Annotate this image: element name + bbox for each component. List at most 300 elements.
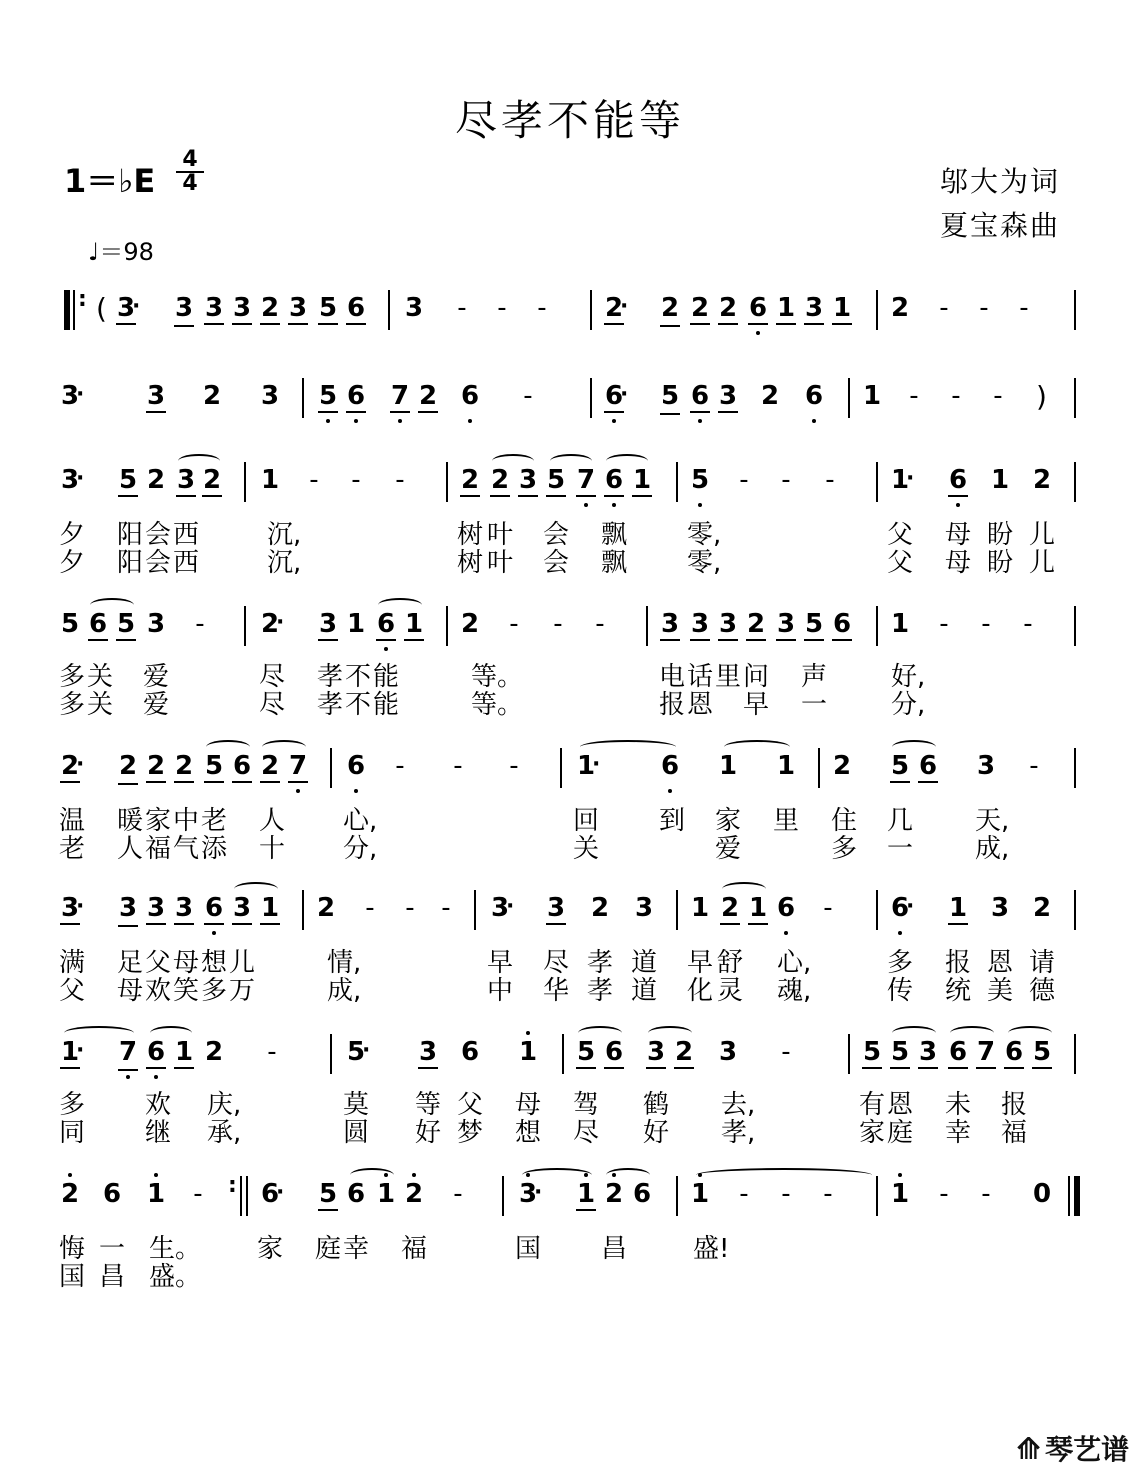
dash: - bbox=[979, 293, 989, 323]
lyric: 家 bbox=[144, 806, 171, 836]
slur bbox=[234, 882, 278, 896]
lyric: 统 bbox=[944, 976, 971, 1006]
lyric: 父 bbox=[886, 548, 913, 578]
note: 6 · bbox=[604, 382, 624, 413]
lyric: 儿 bbox=[228, 948, 255, 978]
lyric: 沉, bbox=[267, 520, 302, 550]
note: 1 bbox=[690, 893, 710, 923]
note: 1 bbox=[690, 1179, 710, 1209]
dash: - bbox=[365, 893, 375, 923]
note: 5 bbox=[546, 465, 566, 495]
note: 6 bbox=[460, 1037, 480, 1067]
note: 2 bbox=[718, 293, 738, 323]
lyric: 报 bbox=[658, 690, 685, 720]
lyric: 足 bbox=[116, 948, 143, 978]
lyric: 能 bbox=[372, 662, 399, 692]
note: 3 bbox=[146, 893, 166, 923]
note: 5 bbox=[690, 465, 710, 495]
lyric: 满 bbox=[58, 948, 85, 978]
note: 3 · bbox=[490, 894, 510, 922]
lyric: 多 bbox=[200, 976, 227, 1006]
note: 3 bbox=[690, 609, 710, 639]
lyric: 昌 bbox=[98, 1262, 125, 1292]
lyric: 爱 bbox=[142, 662, 169, 692]
note: 3 · bbox=[60, 382, 80, 410]
lyric: 关 bbox=[86, 690, 113, 720]
note: 1 bbox=[260, 893, 280, 923]
barline bbox=[474, 890, 476, 930]
lyric: 孝, bbox=[721, 1118, 756, 1148]
barline bbox=[1074, 606, 1076, 646]
lyric: 想 bbox=[200, 948, 227, 978]
note: 5 · bbox=[346, 1038, 366, 1066]
note: 6 bbox=[102, 1179, 122, 1209]
lyric: 一 bbox=[800, 690, 827, 720]
barline bbox=[302, 890, 304, 930]
lyric: 不 bbox=[344, 662, 371, 692]
note: 0 bbox=[1032, 1179, 1052, 1209]
lyric: 老 bbox=[200, 806, 227, 836]
lyric: 圆 bbox=[342, 1118, 369, 1148]
lyric: 鹤 bbox=[642, 1090, 669, 1120]
lyric: 庆, bbox=[207, 1090, 242, 1120]
lyric: 梦 bbox=[456, 1118, 483, 1148]
note: 1 bbox=[862, 381, 882, 411]
dash: - bbox=[823, 893, 833, 923]
note: 3 bbox=[260, 381, 280, 411]
lyric: 未 bbox=[944, 1090, 971, 1120]
lyric: 盼 bbox=[986, 548, 1013, 578]
note: 5 bbox=[804, 609, 824, 639]
lyric: 老 bbox=[58, 834, 85, 864]
lyric: 母 bbox=[944, 548, 971, 578]
lyric: 孝 bbox=[586, 976, 613, 1006]
lyric: 心, bbox=[343, 806, 378, 836]
lyric: 同 bbox=[58, 1118, 85, 1148]
note: 5 bbox=[318, 381, 338, 411]
song-title: 尽孝不能等 bbox=[454, 96, 685, 145]
note: 7 bbox=[118, 1037, 138, 1067]
lyric: 去, bbox=[721, 1090, 756, 1120]
dash: - bbox=[457, 293, 467, 323]
lyric: 道 bbox=[630, 948, 657, 978]
barline bbox=[1074, 462, 1076, 502]
slur bbox=[580, 740, 676, 754]
barline bbox=[590, 290, 592, 330]
lyric: 声 bbox=[800, 662, 827, 692]
lyric: 树 bbox=[456, 520, 483, 550]
dash: - bbox=[453, 751, 463, 781]
lyric: 会 bbox=[144, 520, 171, 550]
note: 3 · bbox=[60, 466, 80, 494]
barline bbox=[1074, 748, 1076, 788]
note: 3 bbox=[146, 381, 166, 411]
note: 7 bbox=[976, 1037, 996, 1067]
note: 2 bbox=[746, 609, 766, 639]
dash: - bbox=[781, 465, 791, 495]
lyric: 悔 bbox=[58, 1234, 85, 1264]
lyric: 莫 bbox=[342, 1090, 369, 1120]
barline bbox=[876, 606, 878, 646]
note: 1 · bbox=[890, 466, 910, 494]
repeat-start-barline bbox=[64, 290, 70, 330]
system-2 bbox=[0, 368, 1140, 428]
lyric: 会 bbox=[542, 548, 569, 578]
note: 2 bbox=[660, 293, 680, 323]
note: 7 bbox=[288, 751, 308, 781]
note: 2 bbox=[604, 1179, 624, 1209]
dash: - bbox=[405, 893, 415, 923]
slur bbox=[648, 1026, 692, 1040]
barline bbox=[876, 290, 878, 330]
note: 3 · bbox=[518, 1180, 538, 1208]
note: 3 bbox=[718, 381, 738, 411]
lyric: 传 bbox=[886, 976, 913, 1006]
note: 2 bbox=[146, 751, 166, 781]
note: 6 bbox=[660, 751, 680, 781]
note: 2 bbox=[174, 751, 194, 781]
note: 1 bbox=[890, 609, 910, 639]
lyric: 尽 bbox=[542, 948, 569, 978]
dash: - bbox=[739, 1179, 749, 1209]
lyric: 儿 bbox=[1028, 520, 1055, 550]
lyric: 福 bbox=[400, 1234, 427, 1264]
lyric: 驾 bbox=[572, 1090, 599, 1120]
note: 2 bbox=[404, 1179, 424, 1209]
lyric: 福 bbox=[144, 834, 171, 864]
lyric: 家 bbox=[256, 1234, 283, 1264]
lyric: 请 bbox=[1028, 948, 1055, 978]
lyrics-verse-2-line-6 bbox=[0, 976, 1140, 1008]
lyric: 中 bbox=[486, 976, 513, 1006]
lyrics-verse-2-line-3 bbox=[0, 548, 1140, 580]
note: 5 bbox=[116, 609, 136, 639]
note: 6 bbox=[232, 751, 252, 781]
dash: - bbox=[497, 293, 507, 323]
barline bbox=[302, 378, 304, 418]
note: 1 bbox=[718, 751, 738, 781]
note: 3 bbox=[718, 609, 738, 639]
note: 2 bbox=[260, 293, 280, 323]
lyric: 会 bbox=[144, 548, 171, 578]
lyric: 关 bbox=[86, 662, 113, 692]
note: 6 · bbox=[260, 1180, 280, 1208]
lyric: 暖 bbox=[116, 806, 143, 836]
note: 5 bbox=[118, 465, 138, 495]
note: 3 bbox=[518, 465, 538, 495]
note: 2 bbox=[460, 465, 480, 495]
lyric: 德 bbox=[1028, 976, 1055, 1006]
lyric: 灵 bbox=[716, 976, 743, 1006]
note: 6 bbox=[948, 1037, 968, 1067]
lyric: 叶 bbox=[486, 520, 513, 550]
dash: - bbox=[351, 465, 361, 495]
lyric: 十 bbox=[258, 834, 285, 864]
note: 3 bbox=[646, 1037, 666, 1067]
dash: - bbox=[739, 465, 749, 495]
lyric: 孝 bbox=[316, 690, 343, 720]
lyricist-credit: 邬大为词 bbox=[939, 165, 1060, 198]
slur bbox=[892, 740, 936, 754]
lyric: 承, bbox=[207, 1118, 242, 1148]
lyric: 尽 bbox=[572, 1118, 599, 1148]
dash: - bbox=[981, 1179, 991, 1209]
note: 6 · bbox=[890, 894, 910, 922]
note: 2 bbox=[1032, 465, 1052, 495]
note: 1 bbox=[990, 465, 1010, 495]
lyric: 有 bbox=[858, 1090, 885, 1120]
lyric: 能 bbox=[372, 690, 399, 720]
barline bbox=[876, 462, 878, 502]
note: 6 bbox=[748, 293, 768, 323]
watermark-logo bbox=[1016, 1428, 1129, 1468]
lyric: 西 bbox=[172, 520, 199, 550]
note: 6 bbox=[632, 1179, 652, 1209]
key-signature: 1＝♭E bbox=[64, 162, 156, 200]
lyric: 母 bbox=[116, 976, 143, 1006]
slur bbox=[722, 882, 766, 896]
slur bbox=[522, 1168, 592, 1182]
lyric: 万 bbox=[228, 976, 255, 1006]
lyric: 盛。 bbox=[149, 1262, 202, 1292]
lyric: 报 bbox=[1000, 1090, 1027, 1120]
note: 5 bbox=[576, 1037, 596, 1067]
note: 1 bbox=[576, 1179, 596, 1209]
note: 5 bbox=[204, 751, 224, 781]
slur bbox=[64, 1026, 134, 1040]
slur bbox=[350, 1168, 394, 1182]
lyric: 好 bbox=[642, 1118, 669, 1148]
lyric: 阳 bbox=[116, 548, 143, 578]
note: 2 bbox=[832, 751, 852, 781]
dash: - bbox=[309, 465, 319, 495]
note: 5 bbox=[660, 381, 680, 411]
lyric: 等。 bbox=[471, 690, 524, 720]
lyric: 飘 bbox=[600, 520, 627, 550]
note: 1 bbox=[260, 465, 280, 495]
note: 1 bbox=[890, 1179, 910, 1209]
lyric: 父 bbox=[456, 1090, 483, 1120]
system-5 bbox=[0, 738, 1140, 798]
note: 3 bbox=[660, 609, 680, 639]
note: 6 bbox=[948, 465, 968, 495]
barline bbox=[562, 1034, 564, 1074]
slur bbox=[178, 454, 220, 468]
time-signature bbox=[176, 147, 204, 196]
repeat-end-dots: : bbox=[228, 1173, 237, 1198]
system-3 bbox=[0, 452, 1140, 512]
note: 5 bbox=[890, 751, 910, 781]
lyric: 盛! bbox=[693, 1234, 730, 1264]
lyric: 早 bbox=[742, 690, 769, 720]
note: 6 bbox=[776, 893, 796, 923]
note: 5 bbox=[862, 1037, 882, 1067]
lyric: 会 bbox=[542, 520, 569, 550]
note: 7 bbox=[390, 381, 410, 411]
note: 2 bbox=[204, 1037, 224, 1067]
logo-mark-icon: ⟰ bbox=[1016, 1432, 1042, 1467]
dash: - bbox=[553, 609, 563, 639]
slur bbox=[578, 1026, 622, 1040]
slur bbox=[696, 1168, 872, 1182]
note: 3 bbox=[204, 293, 224, 323]
lyric: 成, bbox=[975, 834, 1010, 864]
note: 2 bbox=[760, 381, 780, 411]
note: 6 bbox=[604, 1037, 624, 1067]
lyric: 父 bbox=[58, 976, 85, 1006]
slur bbox=[150, 1026, 192, 1040]
note: 1 bbox=[346, 609, 366, 639]
dash: - bbox=[1019, 293, 1029, 323]
dash: - bbox=[395, 751, 405, 781]
note: 2 · bbox=[260, 610, 280, 638]
lyric: 好, bbox=[891, 662, 926, 692]
note: 6 bbox=[1004, 1037, 1024, 1067]
lyric: 孝 bbox=[586, 948, 613, 978]
lyric: 笑 bbox=[172, 976, 199, 1006]
note: 2 bbox=[590, 893, 610, 923]
lyric: 幸 bbox=[944, 1118, 971, 1148]
note: 6 bbox=[204, 893, 224, 923]
dash: - bbox=[395, 465, 405, 495]
lyric: 盼 bbox=[986, 520, 1013, 550]
dash: - bbox=[193, 1179, 203, 1209]
dash: - bbox=[509, 751, 519, 781]
composer-credit: 夏宝森曲 bbox=[939, 209, 1060, 242]
repeat-dots: : bbox=[78, 287, 87, 312]
lyric: 里 bbox=[714, 662, 741, 692]
barline bbox=[240, 1176, 242, 1216]
barline bbox=[848, 1034, 850, 1074]
time-signature-bottom: 4 bbox=[182, 171, 198, 196]
lyric: 人 bbox=[258, 806, 285, 836]
note: 3 bbox=[232, 293, 252, 323]
note: 1 bbox=[632, 465, 652, 495]
note: 3 bbox=[232, 893, 252, 923]
lyric: 夕 bbox=[58, 548, 85, 578]
note: 1 bbox=[376, 1179, 396, 1209]
lyric: 气 bbox=[172, 834, 199, 864]
lyric: 爱 bbox=[142, 690, 169, 720]
lyric: 家 bbox=[858, 1118, 885, 1148]
dash: - bbox=[939, 1179, 949, 1209]
barline bbox=[388, 290, 390, 330]
dash: - bbox=[993, 381, 1003, 411]
logo-text: 琴艺谱 bbox=[1045, 1433, 1130, 1466]
lyric: 恩 bbox=[986, 948, 1013, 978]
system-6 bbox=[0, 880, 1140, 940]
note: 3 bbox=[174, 293, 194, 323]
lyric: 舒 bbox=[716, 948, 743, 978]
lyric: 关 bbox=[572, 834, 599, 864]
lyric: 母 bbox=[514, 1090, 541, 1120]
note: 3 bbox=[146, 609, 166, 639]
note: 2 · bbox=[604, 294, 624, 325]
dash: - bbox=[523, 381, 533, 411]
note: 2 bbox=[202, 381, 222, 411]
lyric: 报 bbox=[944, 948, 971, 978]
lyric: 儿 bbox=[1028, 548, 1055, 578]
lyric: 国 bbox=[514, 1234, 541, 1264]
note: 2 bbox=[118, 751, 138, 781]
barline bbox=[330, 748, 332, 788]
note: 6 bbox=[804, 381, 824, 411]
dash: - bbox=[951, 381, 961, 411]
lyric: 树 bbox=[456, 548, 483, 578]
barline bbox=[1074, 890, 1076, 930]
note: 3 bbox=[404, 293, 424, 323]
dash: - bbox=[595, 609, 605, 639]
barline bbox=[1068, 1176, 1070, 1216]
dash: - bbox=[781, 1179, 791, 1209]
note: 3 bbox=[318, 609, 338, 639]
note: 3 · bbox=[60, 894, 80, 925]
system-1 bbox=[0, 280, 1140, 340]
lyric: 多 bbox=[58, 690, 85, 720]
slur bbox=[950, 1026, 994, 1040]
dash: - bbox=[441, 893, 451, 923]
open-parenthesis: ( bbox=[96, 292, 107, 325]
note: 6 bbox=[460, 381, 480, 411]
note: 3 bbox=[990, 893, 1010, 923]
note: 3 bbox=[804, 293, 824, 323]
barline bbox=[676, 890, 678, 930]
note: 1 · bbox=[576, 752, 596, 780]
lyric: 电 bbox=[658, 662, 685, 692]
dash: - bbox=[939, 293, 949, 323]
lyric: 魂, bbox=[777, 976, 812, 1006]
lyric: 温 bbox=[58, 806, 85, 836]
lyric: 生。 bbox=[149, 1234, 202, 1264]
lyric: 住 bbox=[830, 806, 857, 836]
lyric: 夕 bbox=[58, 520, 85, 550]
note: 2 bbox=[1032, 893, 1052, 923]
note: 2 bbox=[460, 609, 480, 639]
lyric: 问 bbox=[742, 662, 769, 692]
note: 2 bbox=[490, 465, 510, 495]
lyric: 早 bbox=[686, 948, 713, 978]
lyric: 母 bbox=[944, 520, 971, 550]
note: 1 · bbox=[60, 1038, 80, 1069]
slur bbox=[606, 1168, 650, 1182]
note: 6 bbox=[604, 465, 624, 495]
lyric: 庭 bbox=[314, 1234, 341, 1264]
barline bbox=[244, 606, 246, 646]
barline bbox=[848, 378, 850, 418]
note: 3 bbox=[976, 751, 996, 781]
lyric: 继 bbox=[144, 1118, 171, 1148]
lyric: 化 bbox=[686, 976, 713, 1006]
note: 2 bbox=[674, 1037, 694, 1067]
final-barline bbox=[1074, 1176, 1080, 1216]
note: 2 bbox=[260, 751, 280, 781]
lyric: 添 bbox=[200, 834, 227, 864]
dash: - bbox=[195, 609, 205, 639]
repeat-end-barline bbox=[246, 1176, 248, 1216]
note: 1 bbox=[174, 1037, 194, 1067]
barline bbox=[244, 462, 246, 502]
dash: - bbox=[453, 1179, 463, 1209]
dash: - bbox=[1023, 609, 1033, 639]
note: 3 bbox=[776, 609, 796, 639]
barline bbox=[446, 462, 448, 502]
lyric: 天, bbox=[975, 806, 1010, 836]
lyric: 不 bbox=[344, 690, 371, 720]
tempo-marking: ♩＝98 bbox=[88, 238, 154, 266]
lyric: 飘 bbox=[600, 548, 627, 578]
lyric: 欢 bbox=[144, 1090, 171, 1120]
note: 2 · bbox=[60, 752, 80, 783]
